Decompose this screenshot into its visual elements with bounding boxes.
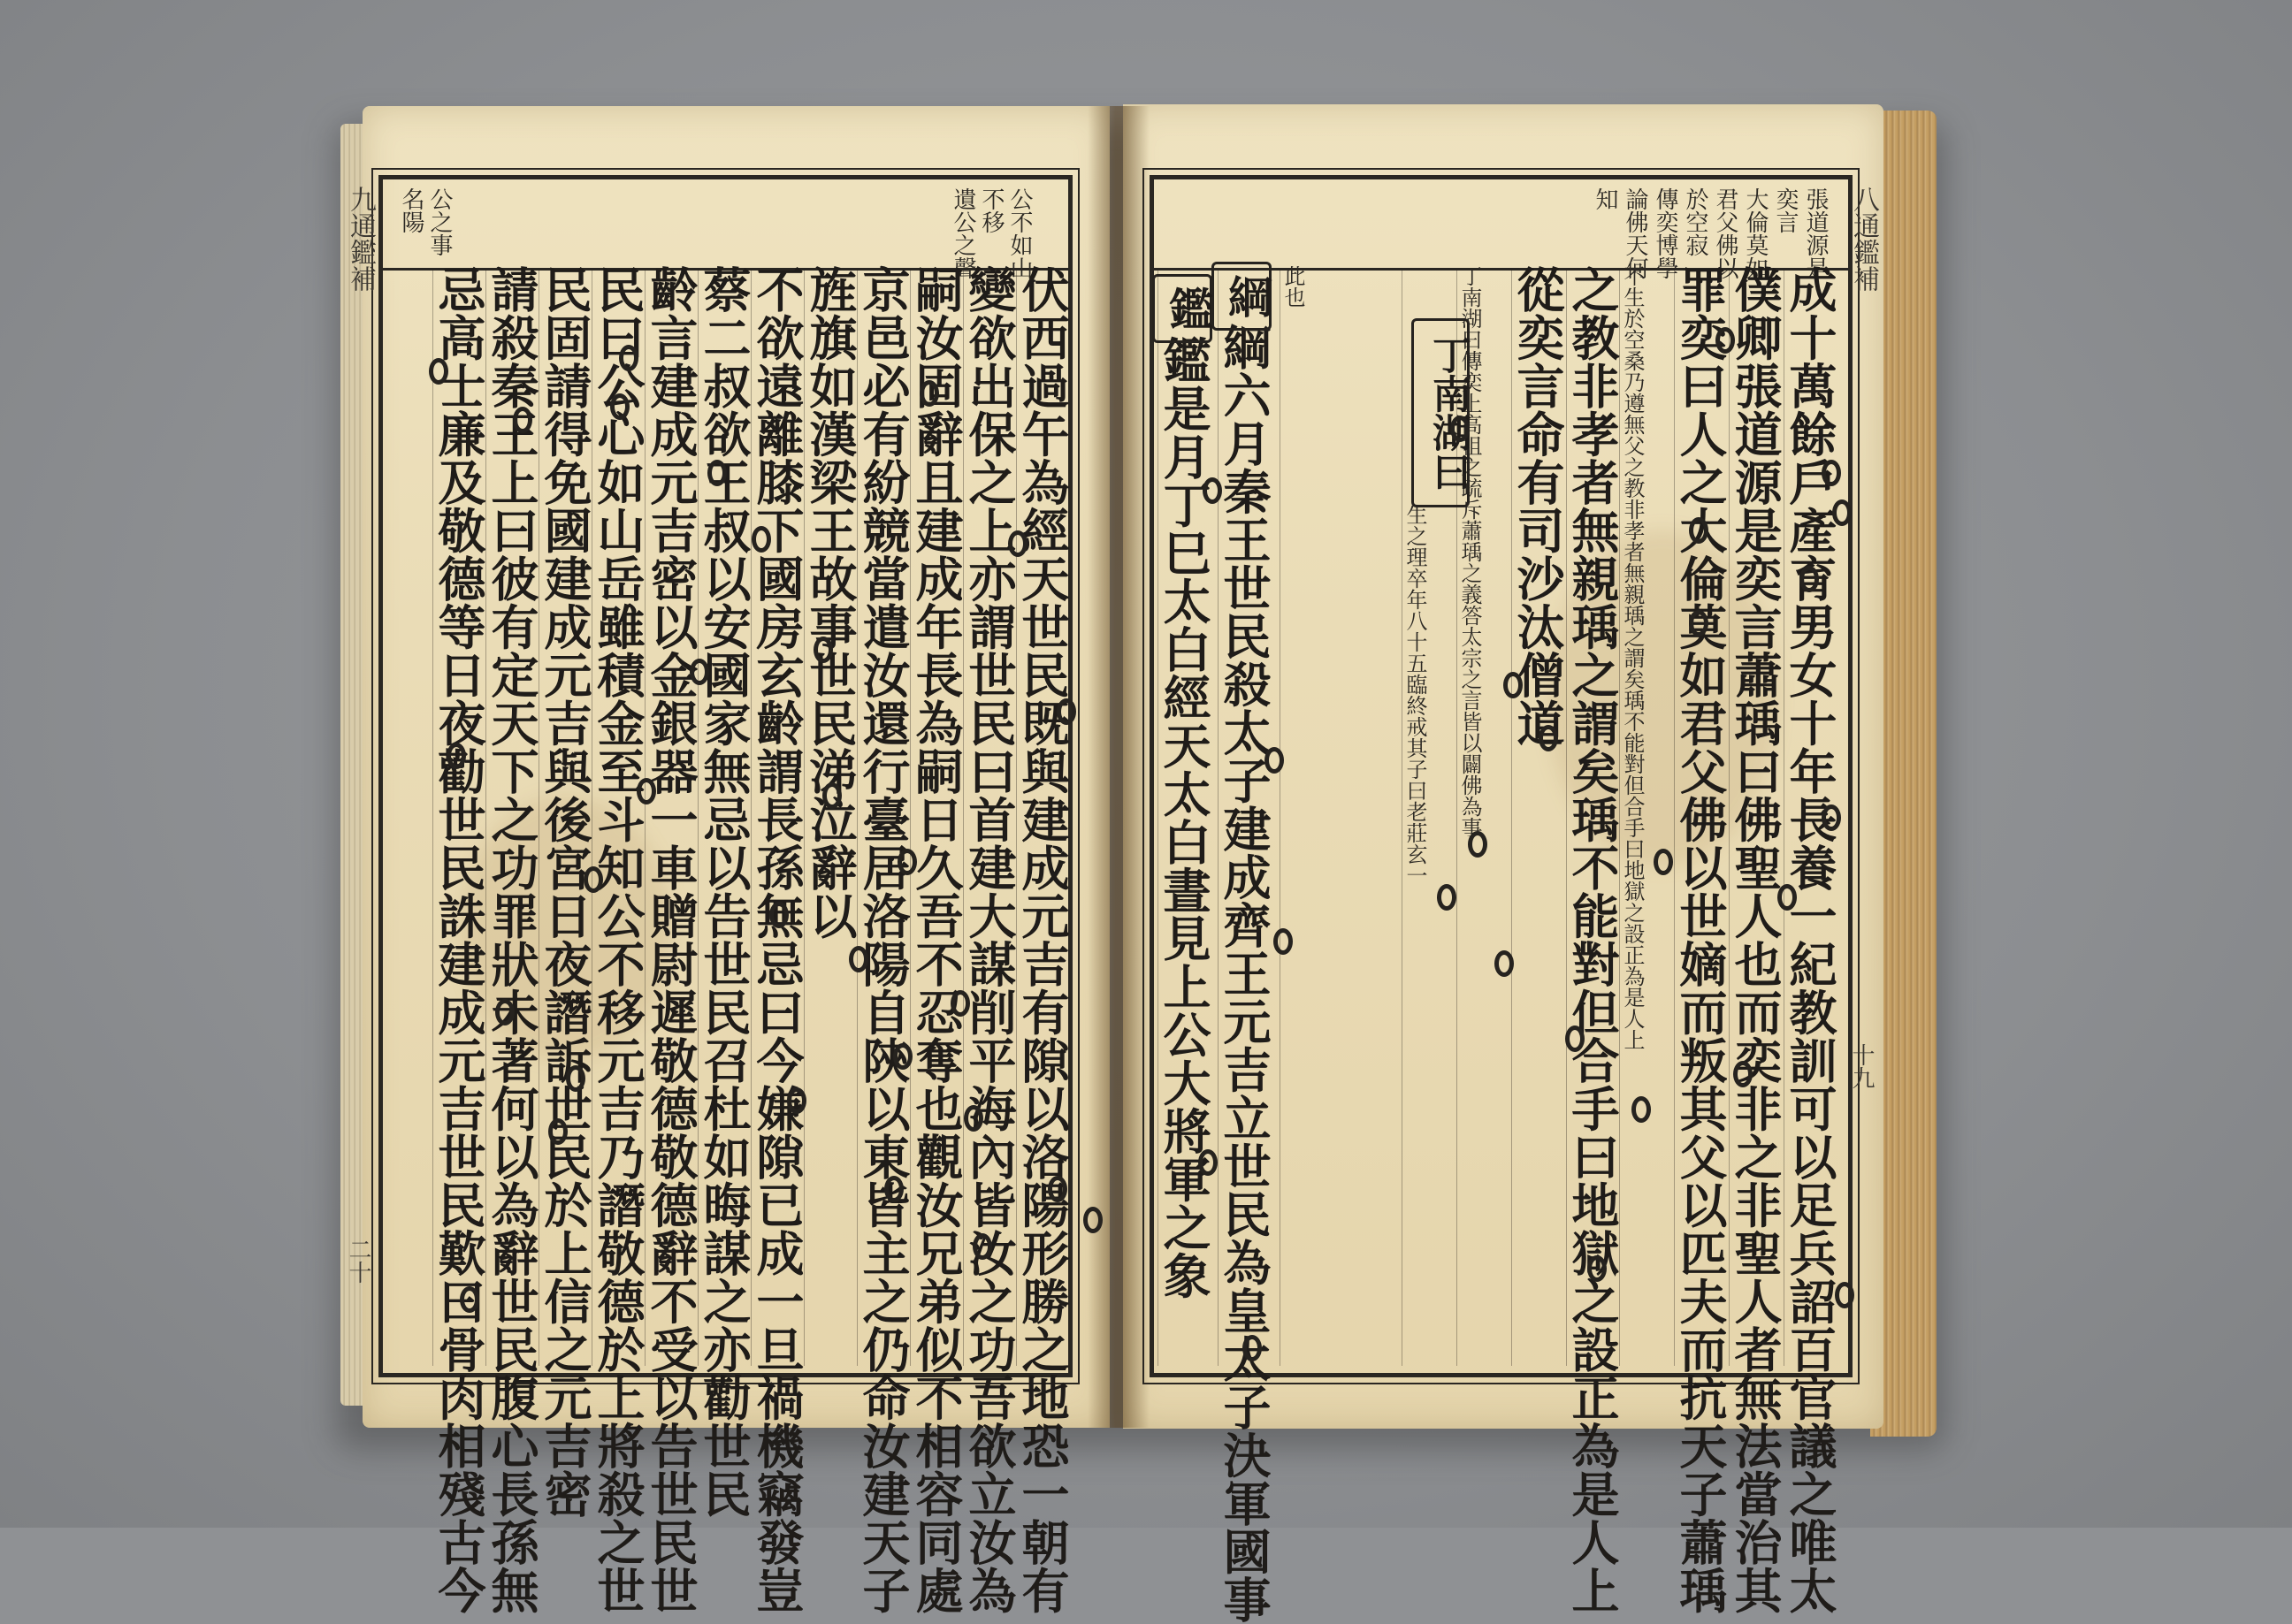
punctuation-circle	[566, 1065, 585, 1092]
punctuation-circle	[1242, 1335, 1262, 1361]
column-rule	[1674, 270, 1675, 1366]
right-header-note: 大倫莫如	[1742, 187, 1769, 279]
punctuation-circle	[951, 990, 970, 1017]
punctuation-circle	[884, 1176, 904, 1202]
punctuation-circle	[1777, 884, 1797, 911]
left-text-column: 變欲出保之上亦謂世民曰首建大謀削平海內皆汝之功吾欲立汝為	[961, 265, 1018, 1614]
ding-nanhu-label: 丁南湖曰	[1411, 318, 1470, 507]
punctuation-circle	[1437, 884, 1456, 911]
column-rule	[432, 270, 433, 1366]
right-margin-title: 八通鑑補	[1848, 186, 1879, 292]
right-text-column: 鑑是月丁巳太白經天太白晝見上公大將軍之象	[1156, 336, 1212, 1300]
punctuation-circle	[1822, 804, 1841, 831]
right-text-column: 僕卿張道源是奕言蕭瑀曰佛聖人也而奕非之非聖人者無法當治其	[1727, 265, 1784, 1614]
punctuation-circle	[1565, 1025, 1585, 1052]
punctuation-circle	[1799, 566, 1819, 592]
punctuation-circle	[814, 637, 833, 663]
jian-label: 鑑	[1152, 274, 1212, 343]
punctuation-circle	[1468, 831, 1487, 858]
right-header-note: 傳奕博學	[1652, 187, 1678, 279]
left-header-note: 遺公之聲	[950, 187, 976, 279]
punctuation-circle	[1587, 1255, 1607, 1282]
punctuation-circle	[447, 743, 466, 769]
right-header-note: 論佛天何	[1622, 187, 1648, 279]
punctuation-circle	[707, 460, 727, 486]
left-text-column: 民曰公心如山岳雖積金至斗知公不移元吉乃譖敬德於上將殺之世	[590, 265, 646, 1614]
right-text-column: 罪奕曰人之大倫莫如君父佛以世嫡而叛其父以匹夫而抗天子蕭瑀	[1672, 265, 1729, 1614]
right-folio: 十九	[1848, 1043, 1875, 1089]
right-header-note: 知	[1592, 187, 1618, 210]
column-rule	[857, 270, 858, 1366]
punctuation-circle	[1835, 1282, 1854, 1308]
punctuation-circle	[1689, 610, 1708, 637]
column-rule	[1016, 270, 1017, 1366]
punctuation-circle	[584, 866, 603, 893]
punctuation-circle	[495, 999, 515, 1025]
punctuation-circle	[460, 1286, 479, 1313]
left-text-column: 伏西過午為經天世民既與建成元吉有隙以洛陽形勝之地恐一朝有	[1014, 265, 1071, 1614]
punctuation-circle	[610, 393, 630, 420]
right-text-column: 之教非孝者無親瑀之謂矣瑀不能對但合手曰地獄之設正為是人上	[1564, 265, 1621, 1614]
left-text-column: 忌高士廉及敬德等日夜勸世民誅建成元吉世民歎曰骨肉相殘古今	[431, 265, 487, 1614]
punctuation-circle	[973, 1233, 992, 1260]
column-rule	[1619, 270, 1620, 1366]
punctuation-circle	[898, 849, 917, 875]
left-header-note: 公之事	[426, 187, 453, 256]
left-text-column: 請殺秦王上曰彼有定天下之功罪狀未著何以為辭世民腹心長孫無	[484, 265, 540, 1614]
punctuation-circle	[1083, 1207, 1103, 1233]
punctuation-circle	[920, 380, 939, 407]
column-rule	[645, 270, 646, 1366]
right-header-note: 於空寂	[1682, 187, 1708, 256]
left-header-note: 名陽	[398, 187, 424, 233]
left-text-column: 不欲遠離膝下國房玄齡謂長孫無忌曰今嫌隙已成一旦禍機竊發豈	[749, 265, 806, 1614]
left-margin-title: 九通鑑補	[345, 186, 376, 292]
column-rule	[963, 270, 964, 1366]
left-text-column: 嗣汝固辭且建成年長為嗣日久吾不忍奪也觀汝兄弟似不相容同處	[908, 265, 965, 1614]
gang-label: 綱	[1211, 262, 1272, 331]
punctuation-circle	[964, 1105, 983, 1132]
right-header-note: 奕言	[1772, 187, 1799, 233]
right-text-column: 不生於空桑乃遵無父之教非孝者無親瑀之謂矣瑀不能對但合手曰地獄之設正為是人上	[1620, 265, 1645, 1050]
punctuation-circle	[1450, 416, 1470, 442]
right-text-column: 此也	[1280, 265, 1305, 308]
column-rule	[910, 270, 911, 1366]
punctuation-circle	[1273, 928, 1293, 955]
punctuation-circle	[548, 1118, 568, 1145]
punctuation-circle	[1008, 530, 1028, 557]
left-folio: 二十	[345, 1238, 371, 1284]
right-header-note: 張道源是	[1802, 187, 1829, 279]
punctuation-circle	[1198, 1149, 1218, 1176]
left-text-column: 蔡二叔欲王叔以安國家無忌以告世民召杜如晦謀之亦勸世民	[696, 265, 753, 1518]
punctuation-circle	[752, 526, 771, 553]
left-header-note: 不移	[978, 187, 1005, 233]
punctuation-circle	[637, 778, 656, 804]
right-text-column: 丁南湖曰傳奕上高祖之疏斥蕭瑀之義答太宗之言皆以闢佛為事	[1457, 265, 1482, 838]
left-text-column: 旌旗如漢梁王故事世民涕泣辭以	[802, 265, 859, 940]
punctuation-circle	[769, 902, 789, 928]
punctuation-circle	[1689, 517, 1708, 544]
left-text-column: 京邑必有紛競當遣汝還行臺居洛陽自陝以東皆主之仍命汝建天子	[855, 265, 912, 1614]
right-text-column: 綱六月秦王世民殺太子建成齊王元吉立世民為皇太子決軍國事	[1216, 323, 1272, 1624]
left-header-note: 公不如山	[1006, 187, 1033, 279]
punctuation-circle	[849, 946, 868, 972]
punctuation-circle	[1715, 327, 1735, 354]
column-rule	[485, 270, 486, 1366]
right-header-note: 君父佛以	[1712, 187, 1738, 279]
punctuation-circle	[1539, 725, 1558, 751]
column-rule	[1511, 270, 1512, 1366]
column-rule	[1729, 270, 1730, 1366]
punctuation-circle	[1822, 460, 1841, 486]
left-text-column: 民固請得免國建成元吉與後宮日夜譖訴世民於上信之元吉密	[537, 265, 593, 1518]
punctuation-circle	[1733, 1061, 1753, 1087]
column-rule	[1566, 270, 1567, 1366]
left-text-column: 齡言建成元吉密以金銀器一車贈尉遲敬德敬德辭不受以告世民世	[643, 265, 699, 1614]
punctuation-circle	[619, 345, 638, 371]
punctuation-circle	[1057, 698, 1076, 725]
column-rule	[1456, 270, 1457, 1366]
column-rule	[1218, 270, 1219, 1366]
right-text-column: 生之理卒年八十五臨終戒其子曰老莊玄一	[1402, 504, 1427, 886]
column-rule	[698, 270, 699, 1366]
punctuation-circle	[1654, 849, 1673, 875]
punctuation-circle	[1503, 672, 1523, 698]
punctuation-circle	[1264, 747, 1284, 774]
column-rule	[1157, 270, 1158, 1366]
punctuation-circle	[1832, 499, 1852, 526]
right-text-column: 成十萬餘戶產育男女十年長養一紀教訓可以足兵詔百官議之唯太	[1782, 265, 1838, 1614]
punctuation-circle	[1048, 1176, 1067, 1202]
punctuation-circle	[822, 782, 842, 809]
punctuation-circle	[1631, 1096, 1651, 1123]
punctuation-circle	[1203, 477, 1222, 504]
punctuation-circle	[513, 407, 532, 433]
column-rule	[751, 270, 752, 1366]
column-rule	[804, 270, 805, 1366]
punctuation-circle	[690, 659, 709, 685]
right-text-column: 從奕言命有司沙汰僧道	[1509, 265, 1566, 747]
